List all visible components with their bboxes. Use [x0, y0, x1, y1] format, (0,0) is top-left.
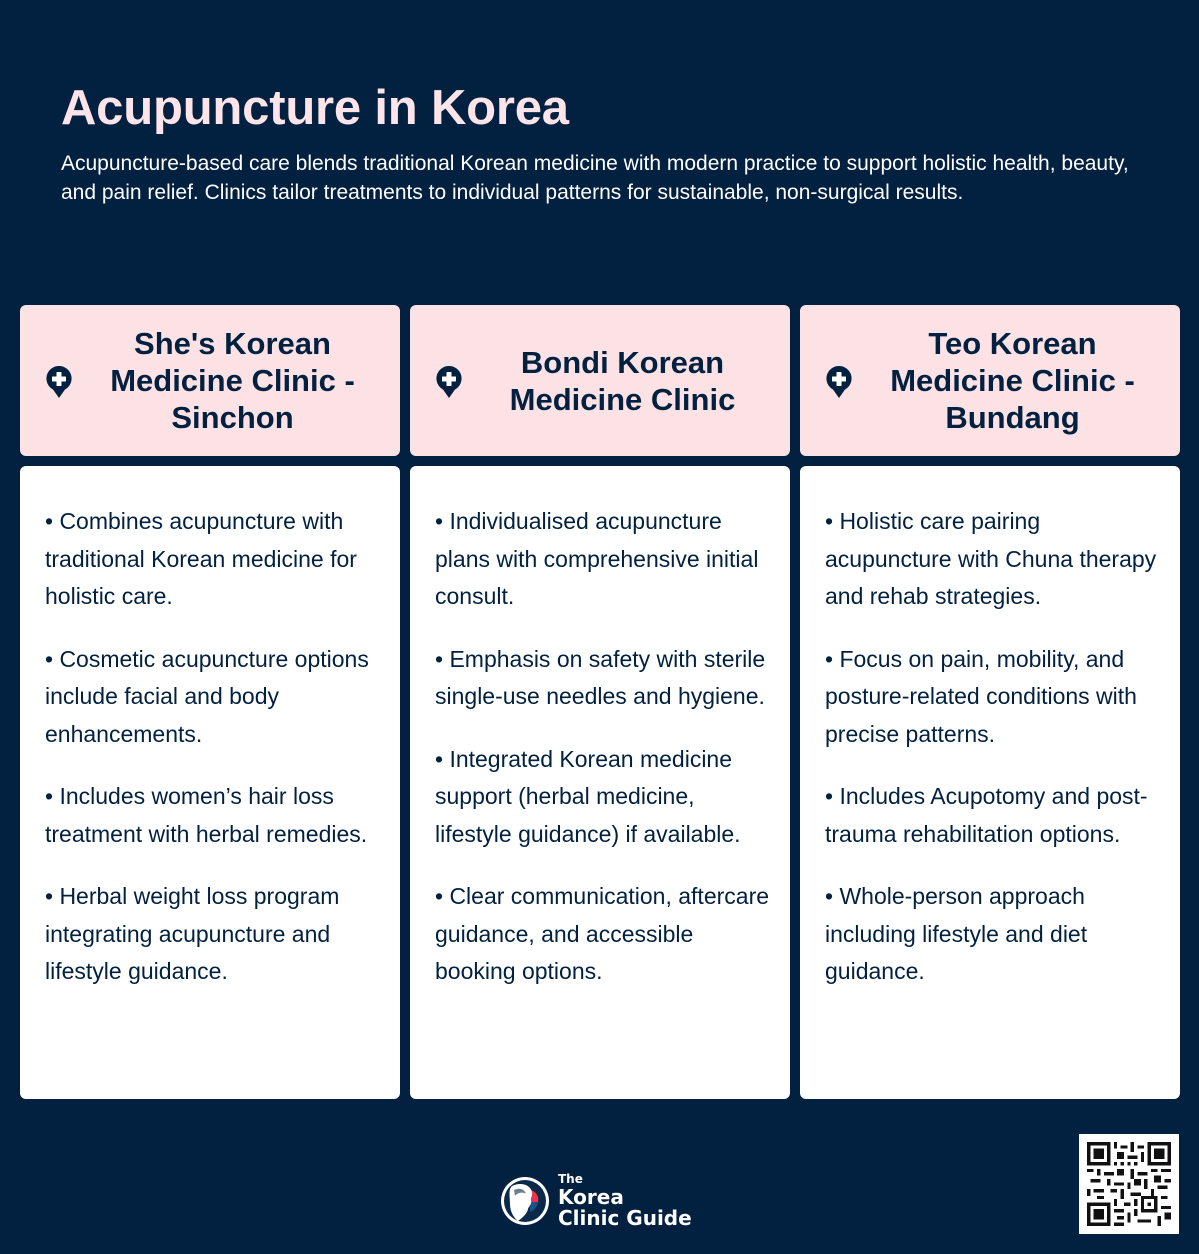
feature-bullet: • Focus on pain, mobility, and posture-related conditions with precise patterns.: [825, 645, 1137, 747]
feature-bullet: • Cosmetic acupuncture options include facial and body enhancements.: [45, 645, 369, 747]
qr-code-icon: [1087, 1142, 1171, 1226]
clinic-name: She's Korean Medicine Clinic - Sinchon: [110, 326, 355, 435]
brand-logo[interactable]: [500, 1173, 692, 1229]
clinic-card: [800, 305, 1180, 1099]
clinic-card: [20, 305, 400, 1099]
medical-pin-icon: [435, 365, 463, 399]
medical-pin-icon: [45, 365, 73, 399]
feature-bullet: • Integrated Korean medicine support (herbal medicine, lifestyle guidance) if available.: [435, 745, 741, 847]
woman-profile-logo-icon: [500, 1176, 550, 1226]
feature-bullet: • Clear communication, aftercare guidance, and accessible booking options.: [435, 883, 770, 984]
feature-bullet: • Herbal weight loss program integrating acupuncture and lifestyle guidance.: [45, 883, 340, 984]
brand-name-line1: The: [558, 1172, 583, 1186]
clinic-card-header: [410, 305, 790, 456]
page-title: Acupuncture in Korea: [61, 81, 569, 135]
feature-bullet: • Holistic care pairing acupuncture with Chuna therapy and rehab strategies.: [825, 508, 1157, 609]
clinic-cards: [20, 305, 1180, 1099]
clinic-card-header: [800, 305, 1180, 456]
brand-name: [558, 1173, 692, 1229]
clinic-name: Bondi Korean Medicine Clinic: [509, 344, 736, 417]
feature-bullet: • Individualised acupuncture plans with comprehensive initial consult.: [435, 508, 759, 609]
feature-bullet: • Whole-person approach including lifestyle and diet guidance.: [825, 883, 1088, 984]
feature-bullet: • Emphasis on safety with sterile single-use needles and hygiene.: [435, 645, 766, 709]
feature-bullet: • Includes women’s hair loss treatment with herbal remedies.: [45, 783, 368, 847]
clinic-card-body: [20, 466, 400, 1099]
feature-bullet: • Includes Acupotomy and post-trauma rehabilitation options.: [825, 783, 1148, 847]
brand-name-line3: Clinic Guide: [558, 1206, 692, 1230]
qr-code[interactable]: [1079, 1134, 1179, 1234]
brand-name-line2: Korea: [558, 1185, 624, 1209]
feature-bullet: • Combines acupuncture with traditional Korean medicine for holistic care.: [45, 508, 357, 609]
clinic-name: Teo Korean Medicine Clinic - Bundang: [890, 326, 1135, 435]
clinic-card: [410, 305, 790, 1099]
intro-paragraph: Acupuncture-based care blends traditional Korean medicine with modern practice to support holistic health, beauty, and pain relief. Clinics tailor treatments to individual patterns for sustainable, non-surgical results.: [61, 152, 1129, 204]
clinic-card-body: [410, 466, 790, 1099]
clinic-card-header: [20, 305, 400, 456]
clinic-card-body: [800, 466, 1180, 1099]
medical-pin-icon: [825, 365, 853, 399]
